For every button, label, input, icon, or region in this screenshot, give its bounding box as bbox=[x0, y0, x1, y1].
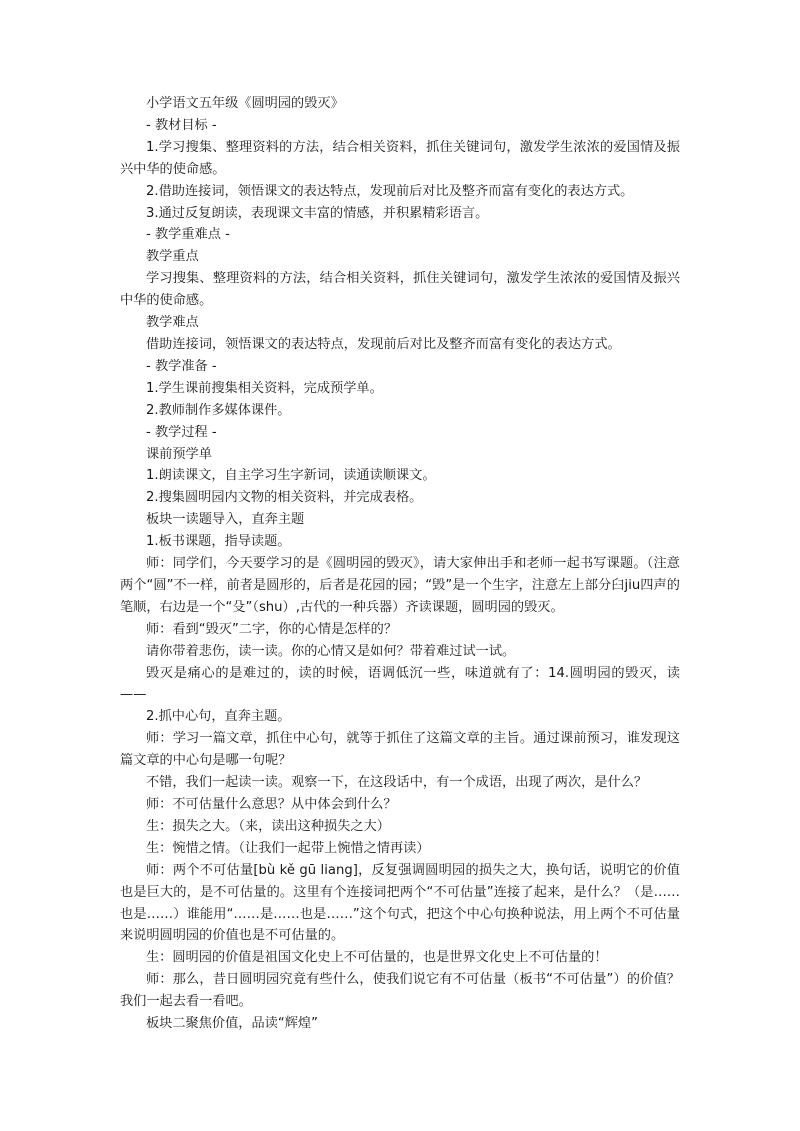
block-1-step-1: 1.板书课题，指导读题。 bbox=[146, 534, 291, 550]
student-paragraph-1: 生：损失之大。（来，读出这种损失之大） bbox=[146, 818, 390, 834]
teacher-paragraph-4: 师：不可估量什么意思？从中体会到什么？ bbox=[146, 797, 397, 812]
objective-3: 3.通过反复朗读，表现课文丰富的情感，并积累精彩语言。 bbox=[146, 205, 489, 221]
paragraph-read-low: 毁灭是痛心的是难过的，读的时候，语调低沉一些，味道就有了：14.圆明园的毁灭，读—— bbox=[120, 665, 680, 703]
document-page bbox=[120, 93, 680, 1035]
teacher-paragraph-3: 师：学习一篇文章，抓住中心句，就等于抓住了这篇文章的主旨。通过课前预习，谁发现这篇文章的中心句是哪一句呢？ bbox=[120, 731, 680, 769]
preparation-1: 1.学生课前搜集相关资料，完成预学单。 bbox=[146, 380, 383, 396]
block-1-heading: 板块一读题导入，直奔主题 bbox=[146, 512, 305, 528]
objective-2: 2.借助连接词，领悟课文的表达特点，发现前后对比及整齐而富有变化的表达方式。 bbox=[146, 183, 634, 199]
teacher-paragraph-2: 师：看到“毁灭”二字，你的心情是怎样的？ bbox=[146, 621, 398, 637]
section-heading-process: - 教学过程 - bbox=[146, 424, 217, 440]
section-heading-preparation: - 教学准备 - bbox=[146, 358, 217, 374]
paragraph-read-sad: 请你带着悲伤，读一读。你的心情又是如何？带着难过试一试。 bbox=[146, 643, 516, 659]
section-heading-key-points: - 教学重难点 - bbox=[146, 227, 230, 243]
block-2-heading: 板块二聚焦价值，品读“辉煌” bbox=[146, 1016, 318, 1032]
prestudy-1: 1.朗读课文，自主学习生字新词，读通读顺课文。 bbox=[146, 468, 436, 484]
student-paragraph-3: 生：圆明园的价值是祖国文化史上不可估量的，也是世界文化史上不可估量的！ bbox=[146, 950, 608, 966]
difficulty-text: 借助连接词，领悟课文的表达特点，发现前后对比及整齐而富有变化的表达方式。 bbox=[146, 336, 621, 352]
section-heading-objectives: - 教材目标 - bbox=[146, 117, 217, 133]
teacher-paragraph-6: 师：那么，昔日圆明园究竟有些什么，使我们说它有不可估量（板书“不可估量”）的价值？我们一起去看一看吧。 bbox=[120, 972, 680, 1010]
subheading-key-point: 教学重点 bbox=[146, 249, 199, 265]
subheading-prestudy: 课前预学单 bbox=[146, 446, 212, 462]
preparation-2: 2.教师制作多媒体课件。 bbox=[146, 402, 291, 418]
teacher-paragraph-1: 师：同学们，今天要学习的是《圆明园的毁灭》，请大家伸出手和老师一起书写课题。（注意两个“圆”不一样，前者是圆形的，后者是花园的园；“毁”是一个生字，注意左上部分臼jiu四声的笔顺，右边是一个“殳”（shu）,古代的一种兵器）齐读课题，圆明园的毁灭。 bbox=[120, 556, 680, 615]
objective-1: 1.学习搜集、整理资料的方法，结合相关资料，抓住关键词句，激发学生浓浓的爱国情及振兴中华的使命感。 bbox=[120, 139, 680, 177]
prestudy-2: 2.搜集圆明园内文物的相关资料，并完成表格。 bbox=[146, 490, 423, 506]
document-title: 小学语文五年级《圆明园的毁灭》 bbox=[146, 96, 344, 111]
teacher-paragraph-5: 师：两个不可估量[bù kě gū liang]，反复强调圆明园的损失之大，换句话，说明它的价值也是巨大的，是不可估量的。这里有个连接词把两个“不可估量”连接了起来，是什么？（是……也是……）谁能用“……是……也是……”这个句式，把这个中心句换种说法，用上两个不可估量来说明圆明园的价值也是不可估量的。 bbox=[120, 862, 680, 944]
subheading-difficulty: 教学难点 bbox=[146, 315, 199, 331]
paragraph-idiom: 不错，我们一起读一读。观察一下，在这段话中，有一个成语，出现了两次，是什么？ bbox=[146, 775, 648, 791]
key-point-text: 学习搜集、整理资料的方法，结合相关资料，抓住关键词句，激发学生浓浓的爱国情及振兴中华的使命感。 bbox=[120, 271, 680, 309]
student-paragraph-2: 生：惋惜之情。（让我们一起带上惋惜之情再读） bbox=[146, 840, 430, 856]
block-1-step-2: 2.抓中心句，直奔主题。 bbox=[146, 709, 291, 725]
